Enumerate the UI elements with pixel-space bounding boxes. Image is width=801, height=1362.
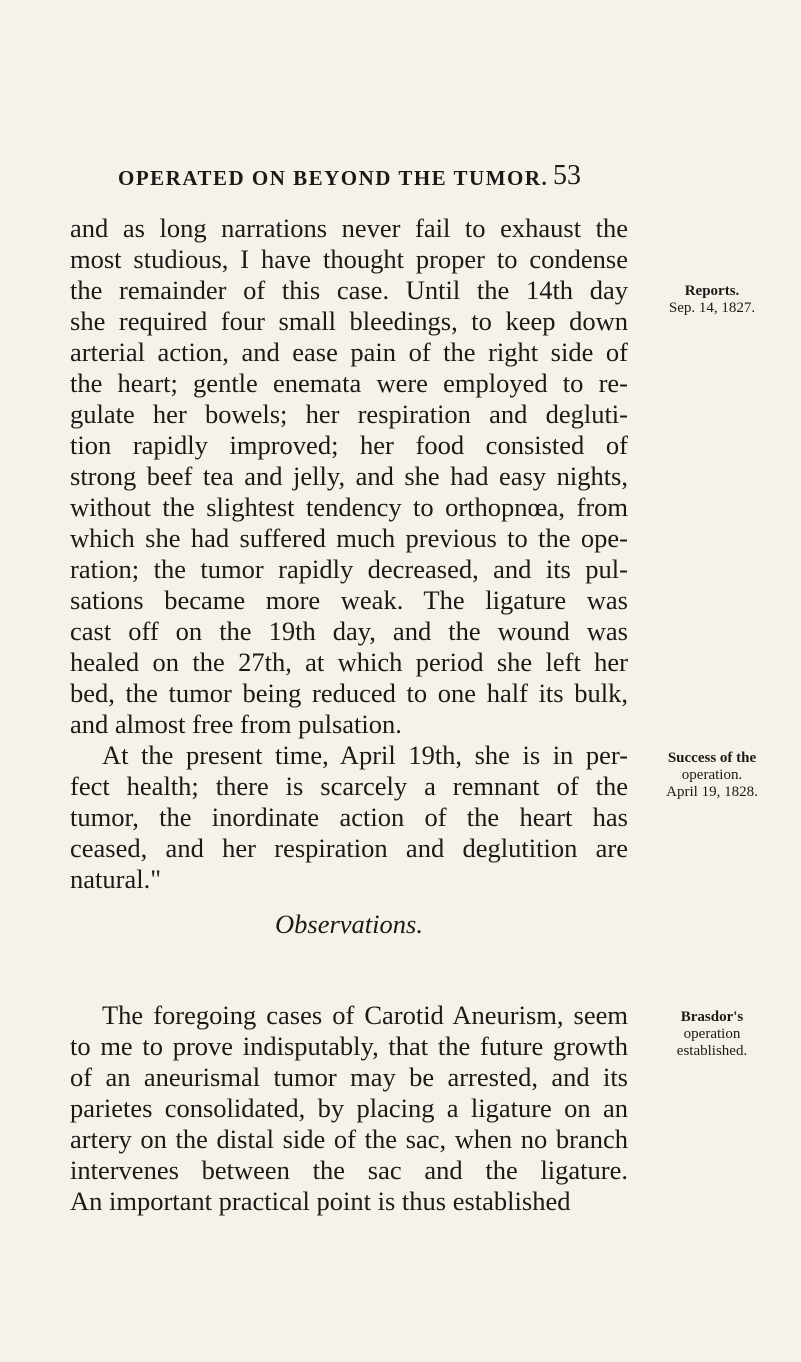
- text-line: fect health; there is scarcely a remnant of the: [70, 771, 628, 801]
- margin-note-line: April 19, 1828.: [666, 784, 758, 800]
- margin-note-reports: [628, 283, 796, 317]
- running-title: OPERATED ON BEYOND THE TUMOR.: [118, 166, 549, 190]
- text-line: and almost free from pulsation.: [70, 709, 402, 739]
- page-number: 53: [553, 160, 581, 191]
- text-line: natural.": [70, 864, 162, 894]
- text-line: sations became more weak. The ligature was: [70, 585, 628, 615]
- margin-note-line: established.: [676, 1043, 748, 1059]
- text-line: she required four small bleedings, to keep down: [70, 306, 628, 336]
- text-line: tion rapidly improved; her food consisted of: [70, 430, 628, 460]
- text-line: without the slightest tendency to orthopnœa, from: [70, 492, 628, 522]
- text-line: parietes consolidated, by placing a ligature on an: [70, 1093, 628, 1123]
- text-line: most studious, I have thought proper to condense: [70, 244, 628, 274]
- margin-note-line: operation: [683, 1026, 741, 1042]
- text-line: healed on the 27th, at which period she left her: [70, 647, 628, 677]
- text-line: gulate her bowels; her respiration and degluti-: [70, 399, 628, 429]
- text-line: ration; the tumor rapidly decreased, and its pul-: [70, 554, 628, 584]
- margin-note-line: Brasdor's: [680, 1009, 744, 1025]
- text-line: intervenes between the sac and the ligature.: [70, 1155, 628, 1185]
- text-line: bed, the tumor being reduced to one half its bulk,: [70, 678, 628, 708]
- margin-note-line: Success of the: [667, 750, 757, 766]
- text-line: At the present time, April 19th, she is in per-: [102, 740, 628, 770]
- text-line: to me to prove indisputably, that the future growth: [70, 1031, 628, 1061]
- text-line: tumor, the inordinate action of the heart has: [70, 802, 628, 832]
- text-line: the remainder of this case. Until the 14th day: [70, 275, 628, 305]
- text-line: and as long narrations never fail to exhaust the: [70, 213, 628, 243]
- observations-heading: Observations.: [275, 909, 423, 939]
- text-line: strong beef tea and jelly, and she had easy nights,: [70, 461, 628, 491]
- text-line: cast off on the 19th day, and the wound was: [70, 616, 628, 646]
- margin-note-line: Reports.: [684, 283, 740, 299]
- text-line: artery on the distal side of the sac, when no branch: [70, 1124, 628, 1154]
- margin-note-line: Sep. 14, 1827.: [668, 300, 756, 316]
- text-line: The foregoing cases of Carotid Aneurism, seem: [102, 1000, 628, 1030]
- text-line: An important practical point is thus established: [70, 1186, 571, 1216]
- text-line: of an aneurismal tumor may be arrested, and its: [70, 1062, 628, 1092]
- margin-note-line: operation.: [681, 767, 743, 783]
- margin-note-brasdor: [628, 1009, 796, 1060]
- text-line: arterial action, and ease pain of the right side of: [70, 337, 628, 367]
- text-line: which she had suffered much previous to the ope-: [70, 523, 628, 553]
- text-line: ceased, and her respiration and deglutition are: [70, 833, 628, 863]
- margin-note-success: [628, 750, 796, 801]
- text-line: the heart; gentle enemata were employed to re-: [70, 368, 628, 398]
